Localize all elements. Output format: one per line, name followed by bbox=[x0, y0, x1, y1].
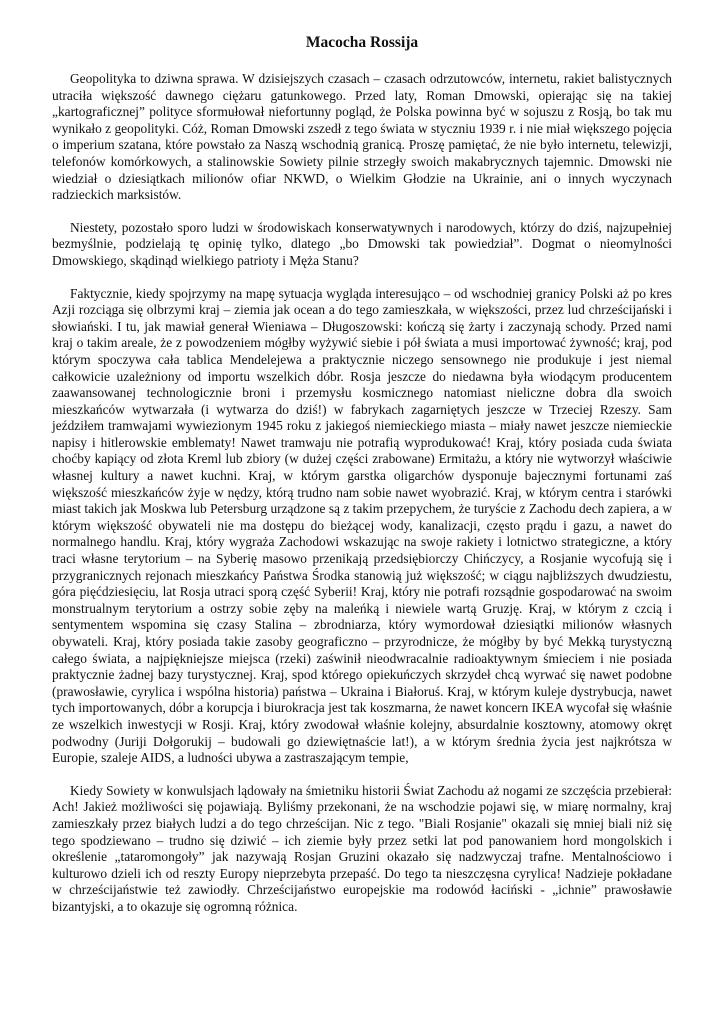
paragraph-1: Geopolityka to dziwna sprawa. W dzisiejszych czasach – czasach odrzutowców, internetu, rakiet balistycznych utraciła większość dawnego ciężaru gatunkowego. Przed laty, Roman Dmowski, opierając się na takiej „kartograficznej” polityce sformułował niefortunny pogląd, że Polska powinna być w sojuszu z Rosją, bo tak mu wynikało z geopolityki. Cóż, Roman Dmowski zszedł z tego świata w styczniu 1939 r. i nie miał większego pojęcia o imperium szatana, które powstało za Naszą wschodnią granicą. Proszę pamiętać, że nie było internetu, telewizji, telefonów komórkowych, a stalinowskie Sowiety pilnie strzegły swoich makabrycznych tajemnic. Dmowski nie wiedział o dziesiątkach milionów ofiar NKWD, o Wielkim Głodzie na Ukrainie, ani o innych wyczynach radzieckich marksistów. bbox=[52, 71, 672, 203]
document-page bbox=[52, 34, 672, 932]
paragraph-4: Kiedy Sowiety w konwulsjach lądowały na śmietniku historii Świat Zachodu aż nogami ze szczęścia przebierał: Ach! Jakież możliwości się pojawiają. Byliśmy przekonani, że na wschodzie pojawi się, w miarę normalny, kraj zamieszkały przez białych ludzi a do tego chrześcijan. Nic z tego. "Biali Rosjanie" okazali się mniej biali niż się tego spodziewano – trudno się dziwić – ich ziemie były przez setki lat pod panowaniem hord mongolskich i określenie „tataromongoły” jak nazywają Rosjan Gruzini okazało się nadzwyczaj trafne. Mentalnościowo i kulturowo dzieli ich od reszty Europy nieprzebyta przepaść. Do tego ta nieszczęsna cyrylica! Nadzieje pokładane w chrześcijaństwie też zawiodły. Chrześcijaństwo europejskie ma rodowód łaciński - „ichnie” prawosławie bizantyjski, a to okazuje się ogromną różnica. bbox=[52, 782, 672, 914]
document-title: Macocha Rossija bbox=[305, 34, 419, 51]
paragraph-3: Faktycznie, kiedy spojrzymy na mapę sytuacja wygląda interesująco – od wschodniej granicy Polski aż po kres Azji rozciąga się olbrzymi kraj – ziemia jak ocean a do tego zamieszkała, w większości, przez lud chrześcijański i słowiański. I tu, jak mawiał generał Wieniawa – Długoszowski: kończą się żarty i zaczynają schody. Przed nami kraj o takim areale, że z powodzeniem mógłby wyżywić siebie i pół świata a musi importować żywność; kraj, pod którym spoczywa cała tablica Mendelejewa a praktycznie niczego sensownego nie produkuje i jest niemal całkowicie uzależniony od importu wszelkich dóbr. Rosja jeszcze do niedawna była wiodącym producentem zaawansowanej technologicznie broni i przemysłu kosmicznego natomiast nieliczne dobra dla swoich mieszkańców wytwarzała (i wytwarza do dziś!) w fabrykach zagarniętych jeszcze w Trzeciej Rzeszy. Sam jeździłem tramwajami wywiezionym 1945 roku z jakiegoś niemieckiego miasta – miały nawet jeszcze niemieckie napisy i hitlerowskie emblematy! Nawet tramwaju nie potrafią wyprodukować! Kraj, który posiada cuda świata choćby kapiący od złota Kreml lub zbiory (w dużej części zrabowane) Ermitażu, a który nie wytworzył właściwie własnej kultury a nawet kuchni. Kraj, w którym garstka oligarchów dysponuje bajecznymi fortunami zaś większość mieszkańców żyje w nędzy, którą trudno nam sobie nawet wyobrazić. Kraj, w którym centra i starówki miast takich jak Moskwa lub Petersburg urządzone są z takim przepychem, że turyście z Zachodu dech zapiera, a w którym większość obywateli nie ma dostępu do bieżącej wody, kanalizacji, często prądu i gazu, a nawet do normalnego handlu. Kraj, który wygraża Zachodowi wskazując na swoje rakiety i lotnictwo strategiczne, a który traci własne terytorium – na Syberię masowo przenikają przedsiębiorczy Chińczycy, a Rosjanie wycofują się i przygranicznych rejonach mieszkańcy Państwa Środka stanowią już większość; w ciągu najbliższych dwudziestu, góra pięćdziesięciu, lat Rosja utraci sporą część Syberii! Kraj, który nie potrafi rozsądnie gospodarować na swoim monstrualnym terytorium a ostrzy sobie zęby na maleńką i niewiele wartą Gruzję. Kraj, w którym z czcią i sentymentem wspomina się czasy Stalina – zbrodniarza, który wymordował dziesiątki milionów własnych obywateli. Kraj, który posiada takie zasoby geograficzno – przyrodnicze, że mógłby by być Mekką turystyczną całego świata, a najpiękniejsze miejsca (rzeki) zaświnił nieodwracalnie radioaktywnym śmieciem i nie posiada praktycznie żadnej bazy turystycznej. Kraj, spod którego opiekuńczych skrzydeł chcą wyrwać się nawet podobne (prawosławie, cyrylica i wspólna historia) państwa – Ukraina i Białoruś. Kraj, w którym kuleje dystrybucja, nawet tych importowanych, dóbr a korupcja i biurokracja jest tak koszmarna, że nawet koncern IKEA wycofał się właśnie ze wszelkich inwestycji w Rosji. Kraj, który zwodował właśnie kolejny, absurdalnie kosztowny, atomowy okręt podwodny (Juriji Dołgorukij – budowali go dziewiętnaście lat!), a w którym średnia życia jest najkrótsza w Europie, szaleje AIDS, a ludności ubywa a zastraszającym tempie, bbox=[52, 285, 672, 766]
paragraph-2: Niestety, pozostało sporo ludzi w środowiskach konserwatywnych i narodowych, którzy do dziś, najzupełniej bezmyślnie, podzielają tę opinię tylko, dlatego „bo Dmowski tak powiedział”. Dogmat o nieomylności Dmowskiego, skądinąd wielkiego patrioty i Męża Stanu? bbox=[52, 219, 672, 268]
